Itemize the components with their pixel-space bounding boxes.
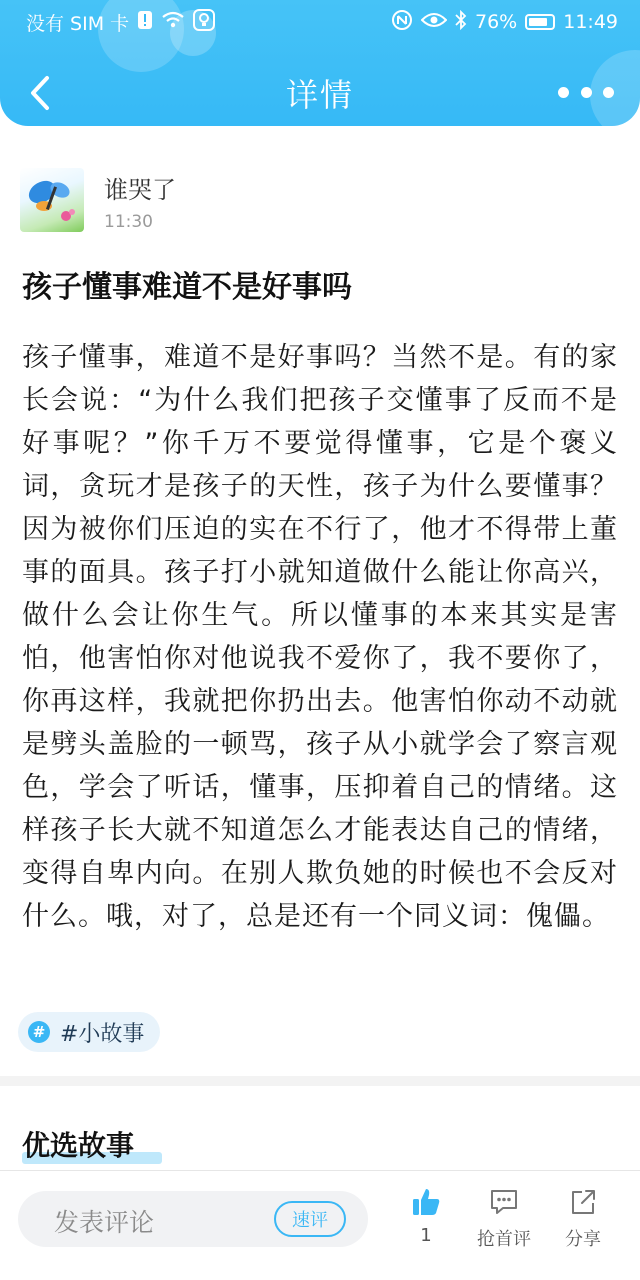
post-title: 孩子懂事难道不是好事吗 [22,270,352,305]
app-notification-icon [193,9,215,36]
status-bar [0,0,640,44]
nav-bar [0,58,640,126]
bluetooth-icon [455,10,467,35]
thumbs-up-icon [411,1187,441,1217]
section-title: 优选故事 [22,1129,135,1162]
back-button[interactable] [20,66,60,120]
topic-tag[interactable] [18,1012,160,1052]
nfc-icon [391,9,413,36]
carrier-text: 没有 SIM 卡 [26,12,130,35]
hashtag-icon: # [28,1021,50,1043]
quick-comment-button[interactable]: 速评 [274,1201,346,1237]
back-icon [29,75,51,111]
post-time: 11:30 [104,212,153,232]
comment-placeholder: 发表评论 [54,1208,155,1237]
author-name[interactable]: 谁哭了 [104,176,176,204]
share-label: 分享 [565,1229,601,1250]
topic-tag-label: #小故事 [60,1021,145,1047]
author-row [20,168,620,238]
clock: 11:49 [563,11,618,33]
post-body: 孩子懂事，难道不是好事吗？当然不是。有的家长会说：“为什么我们把孩子交懂事了反而不是好事呢？”你千万不要觉得懂事，它是个褒义词，贪玩才是孩子的天性，孩子为什么要懂事？因为被你们压迫的实在不行了，他才不得带上董事的面具。孩子打小就知道做什么能让你高兴，做什么会让你生气。所以懂事的本来其实是害怕，他害怕你对他说我不爱你了，我不要你了，你再这样，我就把你扔出去。他害怕你动不动就是劈头盖脸的一顿骂，孩子从小就学会了察言观色，学会了听话，懂事，压抑着自己的情绪。这样孩子长大就不知道怎么才能表达自己的情绪，变得自卑内向。在别人欺负她的时候也不会反对什么。哦，对了，总是还有一个同义词：傀儡。 [22,342,618,932]
first-comment-label: 抢首评 [477,1229,531,1250]
first-comment-button[interactable] [464,1187,544,1251]
section-divider [0,1076,640,1086]
like-count: 1 [420,1225,432,1246]
page-title: 详情 [285,76,354,114]
more-button[interactable] [558,72,614,112]
more-icon [558,87,569,98]
avatar[interactable] [20,168,84,232]
top-header [0,0,640,126]
alert-icon [137,10,153,35]
comment-icon [489,1187,519,1217]
battery-icon [525,14,555,30]
like-button[interactable] [386,1187,466,1246]
eye-icon [421,11,447,33]
share-icon [568,1187,598,1217]
comment-input[interactable] [18,1191,368,1247]
battery-percent: 76% [475,11,518,33]
bottom-bar [0,1170,640,1280]
wifi-icon [161,11,185,34]
share-button[interactable] [543,1187,623,1251]
butterfly-icon [20,168,84,232]
